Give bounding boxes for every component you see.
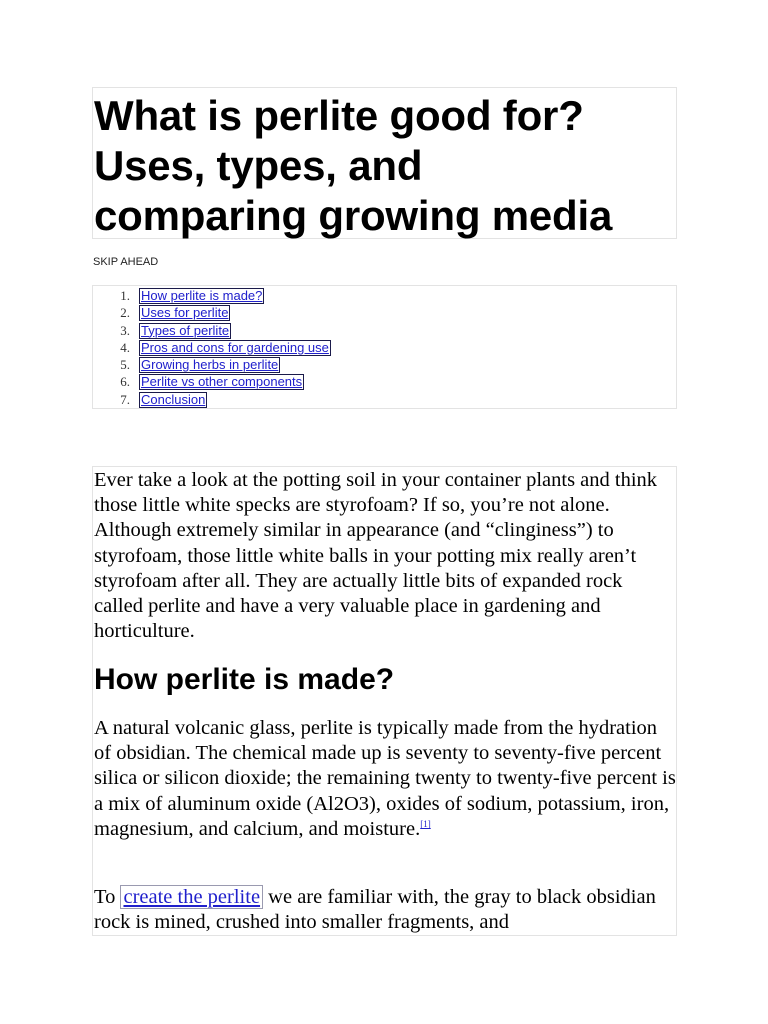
section-heading: How perlite is made? xyxy=(94,663,395,696)
toc-number: 6. xyxy=(120,374,130,390)
toc-number: 3. xyxy=(120,322,130,338)
toc-link-vs-components[interactable]: Perlite vs other components xyxy=(141,374,303,390)
title-line-2: Uses, types, and xyxy=(94,142,423,189)
toc-link-types[interactable]: Types of perlite xyxy=(141,322,230,338)
title-line-1: What is perlite good for? xyxy=(94,92,584,139)
toc-link-pros-cons[interactable]: Pros and cons for gardening use xyxy=(141,339,329,355)
toc-link-how-made[interactable]: How perlite is made? xyxy=(141,288,263,303)
toc-link-herbs[interactable]: Growing herbs in perlite xyxy=(141,357,279,373)
table-of-contents xyxy=(92,285,677,409)
toc-link-conclusion[interactable]: Conclusion xyxy=(141,391,206,407)
footnote-link[interactable]: [1] xyxy=(420,818,431,829)
made-paragraph xyxy=(94,716,676,842)
skip-ahead-label: SKIP AHEAD xyxy=(93,256,159,268)
toc-link-uses[interactable]: Uses for perlite xyxy=(141,305,229,321)
page-title xyxy=(94,91,612,241)
title-container xyxy=(92,87,677,239)
toc-number: 1. xyxy=(120,288,130,303)
toc-number: 7. xyxy=(120,391,130,407)
made-paragraph-text: A natural volcanic glass, perlite is typically made from the hydration of obsidian. The chemical made up is seventy to seventy-five percent silica or silicon dioxide; the remaining twenty to twenty-five percent is a mix of aluminum oxide (Al2O3), oxides of sodium, potassium, iron, magnesium, and calcium, and moisture. xyxy=(94,717,676,840)
create-perlite-link[interactable]: create the perlite xyxy=(120,885,263,909)
toc-number: 5. xyxy=(120,357,130,373)
article-body xyxy=(92,466,677,936)
toc-number: 2. xyxy=(120,305,130,321)
create-prefix: To xyxy=(94,886,121,908)
create-suffix: we are familiar with, the gray to black obsidian rock is mined, crushed into smaller fragments, and xyxy=(94,886,656,934)
create-paragraph xyxy=(94,885,676,935)
toc-number: 4. xyxy=(120,339,130,355)
title-line-3: comparing growing media xyxy=(94,192,613,239)
intro-paragraph: Ever take a look at the potting soil in your container plants and think those little white specks are styrofoam? If so, you’re not alone. Although extremely similar in appearance (and “clinginess”) to styrofoam, those little white balls in your potting mix really aren’t styrofoam after all. They are actually little bits of expanded rock called perlite and have a very valuable place in gardening and horticulture. xyxy=(94,469,658,643)
